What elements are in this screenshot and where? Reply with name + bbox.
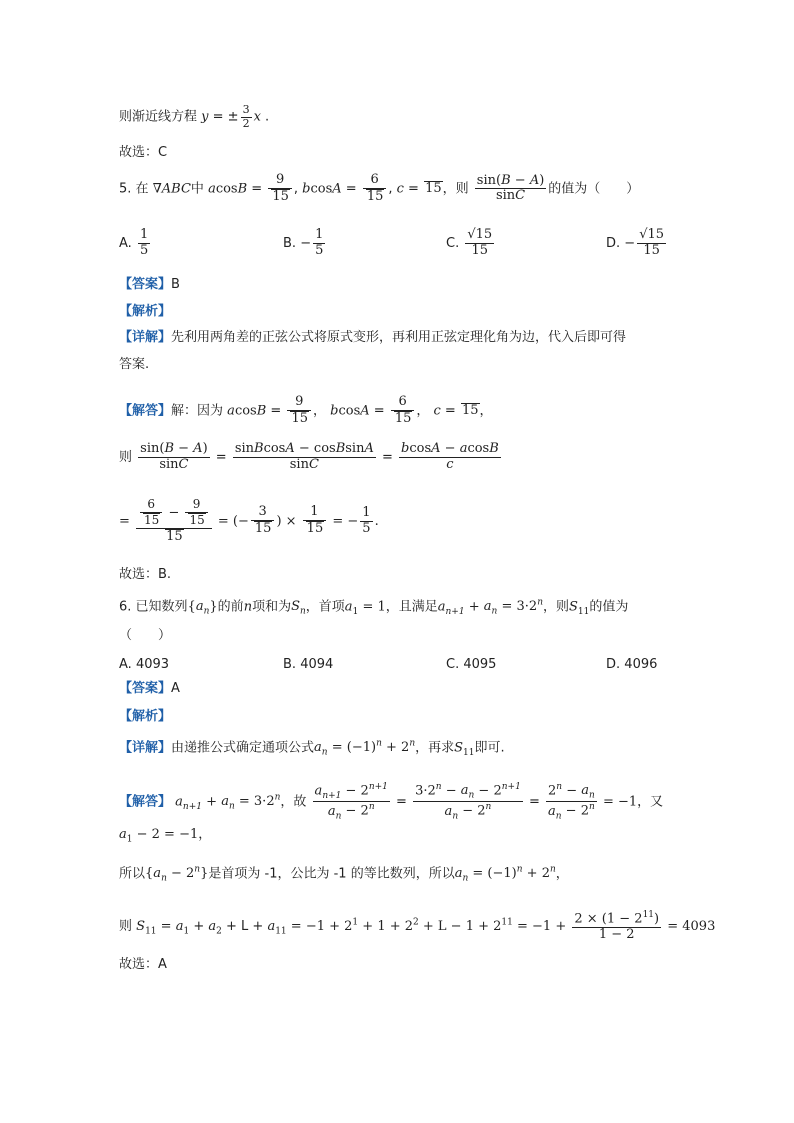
option-6c[interactable]: C. 4095 — [446, 657, 497, 672]
q5-prefix: 5. 在 — [119, 181, 149, 197]
q5-then: ，则 — [442, 181, 469, 197]
option-6a[interactable]: A. 4093 — [119, 657, 170, 672]
question-6: 6. 已知数列$\{a_n\}$的前n项和为$S_n$，首项$a_1 = 1$，且满足$a_{n+1} + a_n = 3\cdot 2^n$，则$S_{11}$的值为 — [119, 598, 629, 617]
asymptote-line: 则渐近线方程 y = ± $\frac{3}{2}$ x . — [119, 103, 270, 130]
answer-5: B — [171, 277, 180, 292]
option-6b[interactable]: B. 4094 — [283, 657, 334, 672]
solution-tag: 【解答】 — [119, 403, 172, 419]
q6-paren: （ ） — [119, 628, 172, 643]
question-5: 5. 在 ∇ABC中 acosB = $\frac{9}{15}$ , bcosA = $\frac{6}{15}$ , c = 15，则 $\frac{\sin(B - A)}{\sin C}$ 的值为（ ） — [119, 172, 640, 204]
solution-6-a1: $a_1 - 2 = -1$， — [119, 827, 212, 845]
answer-6: A — [171, 681, 180, 696]
option-5d[interactable]: D. − $\frac{√15}{15}$ — [606, 227, 665, 258]
asymptote-text: 则渐近线方程 — [119, 109, 198, 125]
solution-6-sum: 则 $S_{11} = a_1 + a_2 + L + a_{11} = -1 + 2^1 + 1 + 2^2 + L - 1 + 2^{11} = -1$ + $\frac{2 \times (1 - 2^{11})}{1 - 2}$ = 4093 — [119, 910, 716, 943]
detail-6-line: 【详解】由递推公式确定通项公式$a_n = (-1)^n + 2^n$，再求$S_{11}$即可. — [119, 739, 505, 758]
solution-6-line: 【解答】 $a_{n+1} + a_n = 3\cdot 2^n$，故 $\frac{a_{n+1} - 2^{n+1}}{a_n - 2^n}$ = $\frac{3\cdot 2^n - a_n - 2^{n+1}}{a_n - 2^n}$ = $\frac{2^n - a_n}{a_n - 2^n}$ = −1，又 — [119, 782, 664, 822]
answer-tag: 【答案】 — [119, 277, 172, 292]
option-5b[interactable]: B. − $\frac{1}{5}$ — [283, 227, 324, 258]
answer-6-line: 【答案】A — [119, 681, 180, 696]
option-5a[interactable]: A. $\frac{1}{5}$ — [119, 227, 149, 258]
option-6d[interactable]: D. 4096 — [606, 657, 658, 672]
analysis-6-tag: 【解析】 — [119, 709, 172, 724]
detail-tag: 【详解】 — [119, 330, 172, 345]
q5-mid: 中 — [190, 181, 204, 197]
solution-6-geo: 所以$\{a_n - 2^n\}$是首项为 -1，公比为 -1 的等比数列，所以$a_n = (-1)^n + 2^n$， — [119, 865, 569, 884]
answer-5-line — [119, 278, 180, 291]
detail-5-line2: 答案. — [119, 357, 150, 372]
choose-a-line: 故选：A — [119, 957, 167, 972]
solution-5-line: 【解答】解：因为 acosB = $\frac{9}{15}$ ， bcosA = $\frac{6}{15}$ ， c = 15， — [119, 394, 493, 426]
solution-5-step2: = $\frac{6}{15}$ − $\frac{9}{15}$ 15 = (− $\frac{3}{15}$ ) × $\frac{1}{15}$ = − $\frac{1}{5}$ . — [119, 497, 379, 544]
option-5c[interactable]: C. $\frac{√15}{15}$ — [446, 227, 493, 258]
q5-end: 的值为（ ） — [548, 181, 640, 197]
solution-5-step1: 则 $\frac{\sin(B - A)}{\sin C}$ = $\frac{\text{sinBcosA − cosBsinA}}{\sin C}$ = $\frac{bcosA - acosB}{c}$ — [119, 441, 499, 472]
choose-c-line: 故选：C — [119, 145, 168, 160]
choose-b-line: 故选：B. — [119, 567, 172, 582]
analysis-5-tag: 【解析】 — [119, 304, 172, 319]
detail-5-line: 【详解】先利用两角差的正弦公式将原式变形，再利用正弦定理化角为边，代入后即可得 — [119, 330, 627, 345]
